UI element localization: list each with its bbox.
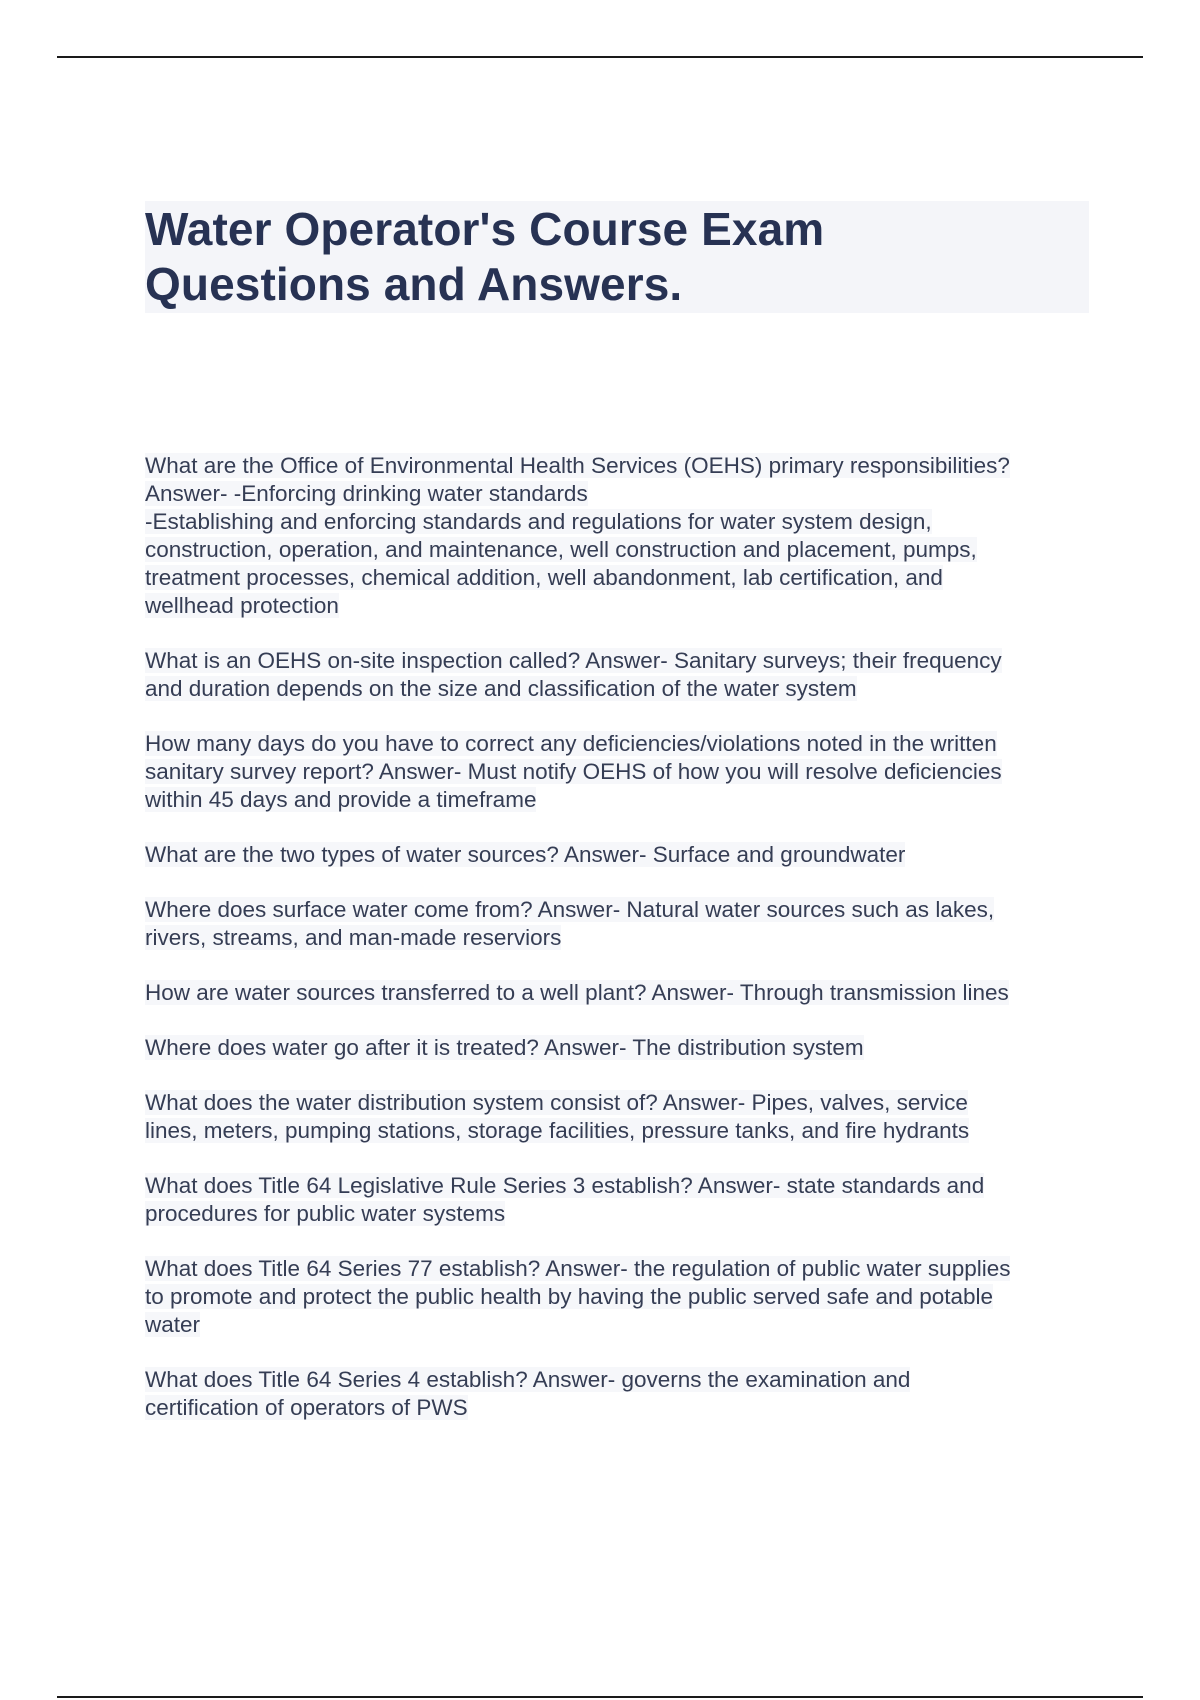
- document-title: [145, 201, 1089, 312]
- qa-line: [145, 1034, 1105, 1062]
- title-line-2: Questions and Answers.: [145, 258, 683, 310]
- qa-item: [145, 647, 1105, 703]
- qa-line: [145, 536, 1105, 564]
- qa-line: [145, 1172, 1105, 1200]
- bottom-rule: [57, 1696, 1143, 1698]
- qa-line-text: procedures for public water systems: [145, 1201, 506, 1226]
- qa-item: [145, 1366, 1105, 1422]
- qa-line-text: What is an OEHS on-site inspection called? Answer- Sanitary surveys; their frequency: [145, 648, 1002, 673]
- qa-line: [145, 1394, 1105, 1422]
- qa-line: [145, 730, 1105, 758]
- qa-line: [145, 675, 1105, 703]
- qa-item: [145, 979, 1105, 1007]
- qa-line-text: What are the Office of Environmental Health Services (OEHS) primary responsibilities?: [145, 453, 1010, 478]
- qa-item: [145, 452, 1105, 620]
- title-line-1: Water Operator's Course Exam: [145, 203, 825, 255]
- qa-line: [145, 979, 1105, 1007]
- qa-line: [145, 1311, 1105, 1339]
- qa-line-text: water: [145, 1312, 201, 1337]
- qa-line: [145, 1200, 1105, 1228]
- qa-line-text: What does Title 64 Series 4 establish? Answer- governs the examination and: [145, 1367, 911, 1392]
- qa-line-text: What does Title 64 Series 77 establish? Answer- the regulation of public water supplies: [145, 1256, 1011, 1281]
- qa-line: [145, 480, 1105, 508]
- qa-line: [145, 924, 1105, 952]
- qa-line-text: within 45 days and provide a timeframe: [145, 787, 537, 812]
- qa-line-text: -Establishing and enforcing standards and regulations for water system design,: [145, 509, 932, 534]
- qa-line: [145, 1117, 1105, 1145]
- qa-line-text: Where does surface water come from? Answer- Natural water sources such as lakes,: [145, 897, 995, 922]
- qa-line: [145, 758, 1105, 786]
- qa-list: [145, 452, 1105, 1449]
- qa-line: [145, 564, 1105, 592]
- qa-item: [145, 896, 1105, 952]
- qa-item: [145, 1172, 1105, 1228]
- qa-line-text: sanitary survey report? Answer- Must notify OEHS of how you will resolve deficiencies: [145, 759, 1002, 784]
- qa-line-text: construction, operation, and maintenance, well construction and placement, pumps,: [145, 537, 977, 562]
- qa-line-text: to promote and protect the public health by having the public served safe and potable: [145, 1284, 994, 1309]
- qa-line-text: Where does water go after it is treated? Answer- The distribution system: [145, 1035, 864, 1060]
- qa-line-text: What are the two types of water sources? Answer- Surface and groundwater: [145, 842, 906, 867]
- qa-line-text: How many days do you have to correct any deficiencies/violations noted in the written: [145, 731, 997, 756]
- qa-line: [145, 786, 1105, 814]
- qa-line: [145, 452, 1105, 480]
- qa-line: [145, 1255, 1105, 1283]
- qa-line-text: lines, meters, pumping stations, storage facilities, pressure tanks, and fire hydrants: [145, 1118, 970, 1143]
- qa-line-text: How are water sources transferred to a well plant? Answer- Through transmission lines: [145, 980, 1009, 1005]
- qa-line-text: What does the water distribution system consist of? Answer- Pipes, valves, service: [145, 1090, 968, 1115]
- qa-item: [145, 1089, 1105, 1145]
- qa-item: [145, 1255, 1105, 1339]
- qa-line-text: certification of operators of PWS: [145, 1395, 468, 1420]
- qa-item: [145, 1034, 1105, 1062]
- qa-line: [145, 896, 1105, 924]
- qa-line: [145, 1089, 1105, 1117]
- qa-line-text: What does Title 64 Legislative Rule Series 3 establish? Answer- state standards and: [145, 1173, 985, 1198]
- qa-line-text: wellhead protection: [145, 593, 339, 618]
- qa-line: [145, 592, 1105, 620]
- qa-line-text: rivers, streams, and man-made reserviors: [145, 925, 562, 950]
- qa-item: [145, 730, 1105, 814]
- title-block: [145, 201, 1089, 313]
- qa-line: [145, 1366, 1105, 1394]
- qa-line: [145, 1283, 1105, 1311]
- qa-line-text: and duration depends on the size and classification of the water system: [145, 676, 857, 701]
- qa-line: [145, 647, 1105, 675]
- qa-line: [145, 841, 1105, 869]
- top-rule: [57, 56, 1143, 58]
- qa-item: [145, 841, 1105, 869]
- qa-line-text: Answer- -Enforcing drinking water standards: [145, 481, 588, 506]
- qa-line: [145, 508, 1105, 536]
- qa-line-text: treatment processes, chemical addition, well abandonment, lab certification, and: [145, 565, 943, 590]
